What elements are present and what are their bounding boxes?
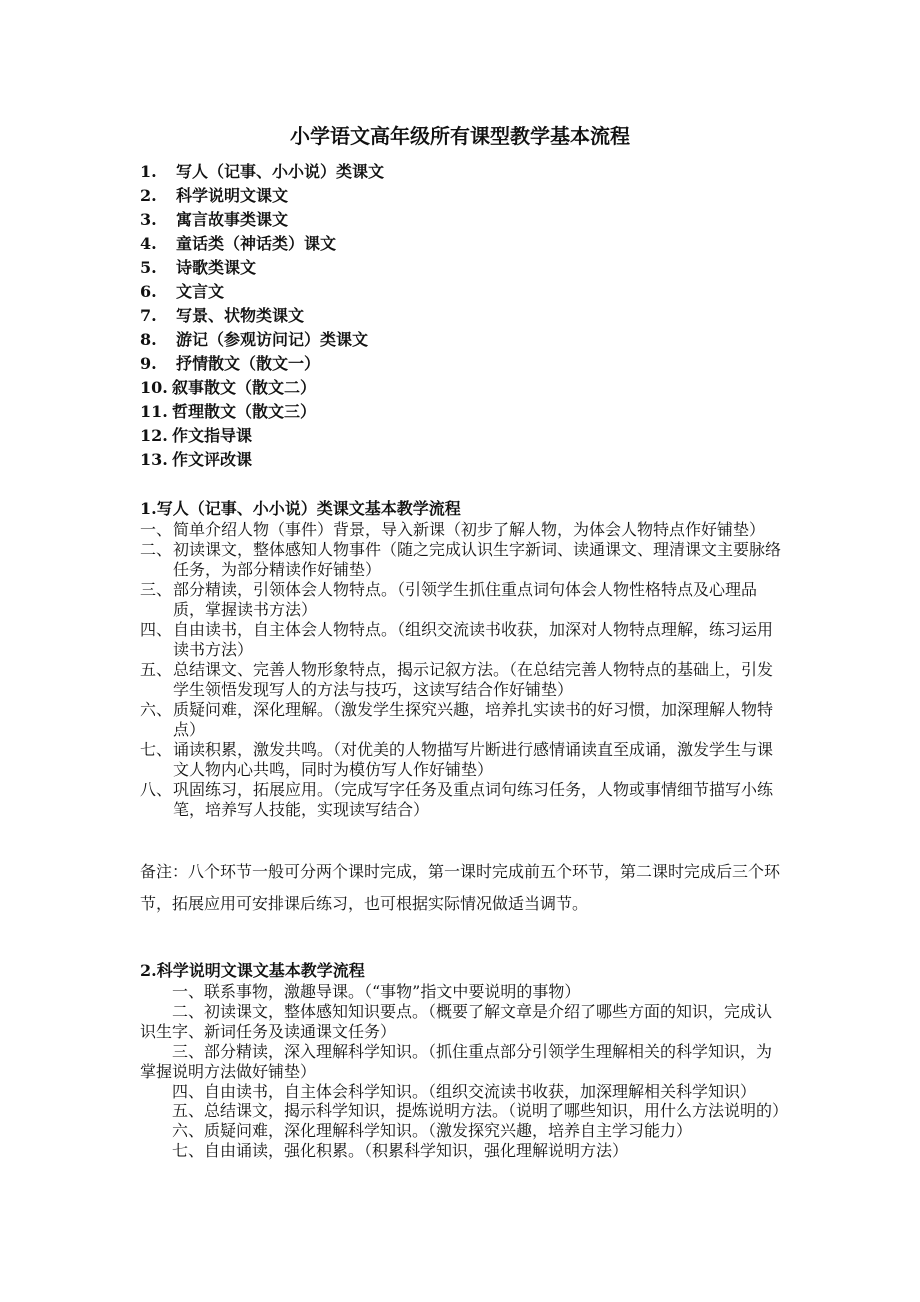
list-item: 一、联系事物，激趣导课。（“事物”指文中要说明的事物） xyxy=(172,982,581,1001)
list-item xyxy=(140,780,785,820)
list-item: 二、初读课文，整体感知知识要点。（概要了解文章是介绍了哪些方面的知识，完成认识生字、新词任务及读通课文任务） xyxy=(140,1001,773,1041)
list-item xyxy=(140,520,785,540)
section-2-steps xyxy=(140,982,789,1161)
toc-number: 4. xyxy=(140,234,157,253)
toc-item xyxy=(140,208,384,232)
step-marker: 八、 xyxy=(140,780,173,799)
list-item: 五、总结课文，揭示科学知识，提炼说明方法。（说明了哪些知识，用什么方法说明的） xyxy=(172,1101,789,1121)
toc-item xyxy=(140,448,384,472)
toc-label: 叙事散文（散文二） xyxy=(172,378,317,397)
toc-item xyxy=(140,352,384,376)
toc-item xyxy=(140,184,384,208)
toc-label: 诗歌类课文 xyxy=(176,258,257,277)
step-text: 总结课文、完善人物形象特点，揭示记叙方法。（在总结完善人物特点的基础上，引发学生领悟发现写人的方法与技巧，这读写结合作好铺垫） xyxy=(173,660,774,699)
toc-item xyxy=(140,400,384,424)
section-2-title: 2.科学说明文课文基本教学流程 xyxy=(140,961,365,980)
toc-number: 10. xyxy=(140,378,168,397)
step-marker: 三、 xyxy=(140,580,173,599)
toc-number: 3. xyxy=(140,210,157,229)
toc-item xyxy=(140,232,384,256)
toc-label: 写景、状物类课文 xyxy=(176,306,305,325)
step-marker: 一、 xyxy=(140,520,173,539)
section-1-note: 备注：八个环节一般可分两个课时完成，第一课时完成前五个环节，第二课时完成后三个环节，拓展应用可安排课后练习，也可根据实际情况做适当调节。 xyxy=(140,862,781,913)
toc-label: 作文指导课 xyxy=(172,426,253,445)
toc-label: 写人（记事、小小说）类课文 xyxy=(176,162,385,181)
list-item xyxy=(140,580,785,620)
step-text: 自由读书，自主体会人物特点。（组织交流读书收获，加深对人物特点理解，练习运用读书方法） xyxy=(173,620,774,659)
section-1-steps xyxy=(140,520,785,820)
toc-number: 11. xyxy=(140,402,168,421)
list-item xyxy=(140,540,785,580)
toc-label: 寓言故事类课文 xyxy=(176,210,289,229)
step-text: 质疑问难，深化理解。（激发学生探究兴趣，培养扎实读书的好习惯，加深理解人物特点） xyxy=(173,700,774,739)
toc-number: 13. xyxy=(140,450,168,469)
step-text: 简单介绍人物（事件）背景，导入新课（初步了解人物，为体会人物特点作好铺垫） xyxy=(173,520,766,539)
toc-item xyxy=(140,256,384,280)
step-text: 巩固练习，拓展应用。（完成写字任务及重点词句练习任务，人物或事情细节描写小练笔，培养写人技能，实现读写结合） xyxy=(173,780,774,819)
toc-number: 6. xyxy=(140,282,157,301)
toc-label: 哲理散文（散文三） xyxy=(172,402,317,421)
toc-label: 科学说明文课文 xyxy=(176,186,289,205)
toc-item xyxy=(140,376,384,400)
toc-label: 游记（参观访问记）类课文 xyxy=(176,330,369,349)
toc-number: 8. xyxy=(140,330,157,349)
toc-number: 9. xyxy=(140,354,157,373)
list-item: 六、质疑问难，深化理解科学知识。（激发探究兴趣，培养自主学习能力） xyxy=(172,1121,693,1141)
list-item: 三、部分精读，深入理解科学知识。（抓住重点部分引领学生理解相关的科学知识，为掌握说明方法做好铺垫） xyxy=(140,1041,773,1081)
toc-number: 5. xyxy=(140,258,157,277)
toc-label: 作文评改课 xyxy=(172,450,253,469)
step-marker: 七、 xyxy=(140,740,173,759)
step-marker: 二、 xyxy=(140,540,173,559)
toc-number: 1. xyxy=(140,162,157,181)
list-item xyxy=(140,700,785,740)
toc-number: 2. xyxy=(140,186,157,205)
toc-label: 童话类（神话类）课文 xyxy=(176,234,337,253)
toc-number: 7. xyxy=(140,306,157,325)
list-item xyxy=(140,740,785,780)
toc-label: 文言文 xyxy=(176,282,225,301)
toc-number: 12. xyxy=(140,426,168,445)
toc-item xyxy=(140,424,384,448)
list-item xyxy=(140,620,785,660)
toc-item xyxy=(140,304,384,328)
step-text: 部分精读，引领体会人物特点。（引领学生抓住重点词句体会人物性格特点及心理品质，掌握读书方法） xyxy=(173,580,758,619)
page-title: 小学语文高年级所有课型教学基本流程 xyxy=(290,124,630,148)
list-item xyxy=(140,660,785,700)
toc-item xyxy=(140,160,384,184)
toc-item xyxy=(140,328,384,352)
step-text: 诵读积累，激发共鸣。（对优美的人物描写片断进行感情诵读直至成诵，激发学生与课文人物内心共鸣，同时为模仿写人作好铺垫） xyxy=(173,740,774,779)
toc-label: 抒情散文（散文一） xyxy=(176,354,321,373)
section-1-title: 1.写人（记事、小小说）类课文基本教学流程 xyxy=(140,499,461,518)
step-marker: 四、 xyxy=(140,620,173,639)
step-marker: 五、 xyxy=(140,660,173,679)
step-text: 初读课文，整体感知人物事件（随之完成认识生字新词、读通课文、理清课文主要脉络任务，为部分精读作好铺垫） xyxy=(173,540,782,579)
list-item: 七、自由诵读，强化积累。（积累科学知识，强化理解说明方法） xyxy=(172,1141,629,1161)
step-marker: 六、 xyxy=(140,700,173,719)
list-item: 四、自由读书，自主体会科学知识。（组织交流读书收获，加深理解相关科学知识） xyxy=(172,1081,757,1101)
table-of-contents xyxy=(140,160,384,472)
toc-item xyxy=(140,280,384,304)
